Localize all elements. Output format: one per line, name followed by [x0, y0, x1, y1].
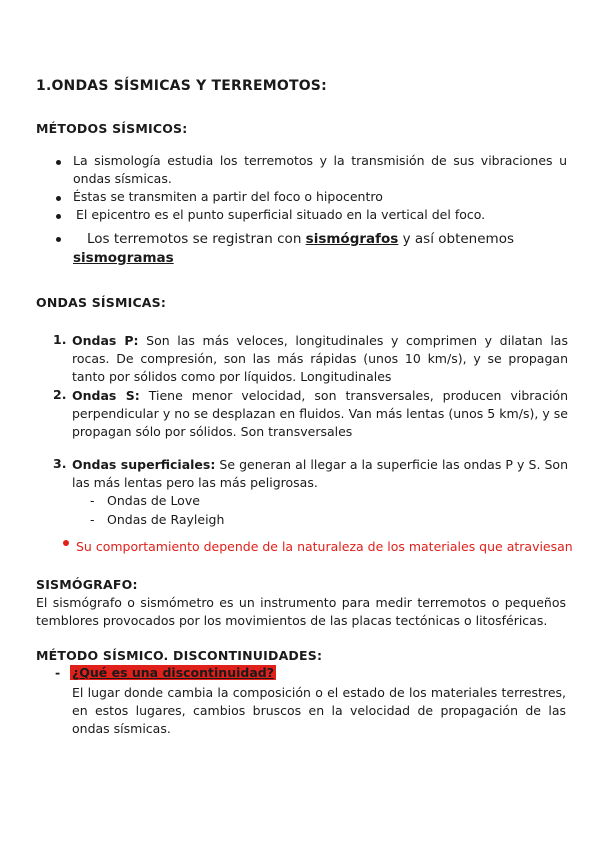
list-number: 1. [53, 332, 67, 347]
highlighted-question: ¿Qué es una discontinuidad? [72, 665, 274, 680]
section-heading-metodos: MÉTODOS SÍSMICOS: [36, 121, 188, 136]
item-text: Tiene menor velocidad, son transversales, producen vibración perpendicular y no se desplazan en fluidos. Van más lentas (unos 5 km/s), y se propagan sólo por sólidos. Son transversales [72, 388, 568, 439]
item-label: Ondas S: [72, 388, 140, 403]
list-item-text: y así obtenemos [398, 231, 514, 247]
dash-marker: - [90, 493, 95, 508]
list-item: La sismología estudia los terremotos y la transmisión de sus vibraciones u ondas sísmicas. [73, 153, 567, 186]
item-text: Se generan al llegar a la superficie las ondas P y S. Son las más lentas pero las más peligrosas. [72, 457, 569, 490]
section-heading-sismografo: SISMÓGRAFO: [36, 577, 138, 592]
subitem-love: Ondas de Love [107, 493, 200, 508]
sismografo-paragraph: El sismógrafo o sismómetro es un instrumento para medir terremotos o pequeños temblores provocados por los movimientos de las placas tectónicas o litosféricas. [36, 595, 566, 628]
list-item-text: Los terremotos se registran con [87, 231, 306, 247]
numbered-item-ondas-s [72, 387, 568, 441]
dash-marker: - [90, 512, 95, 527]
list-item-sismografos [73, 229, 567, 249]
list-item: Éstas se transmiten a partir del foco o hipocentro [73, 189, 383, 204]
bullet-icon [56, 160, 61, 165]
list-number: 2. [53, 387, 67, 402]
answer-paragraph: El lugar donde cambia la composición o el estado de los materiales terrestres, en estos lugares, cambios bruscos en la velocidad de propagación de las ondas sísmicas. [72, 685, 566, 736]
numbered-item-superficiales [72, 456, 568, 492]
bullet-icon [56, 196, 61, 201]
bullet-icon [56, 237, 61, 242]
item-label: Ondas superficiales: [72, 457, 216, 472]
page-title: 1.ONDAS SÍSMICAS Y TERREMOTOS: [36, 78, 327, 94]
bullet-icon [56, 214, 61, 219]
subitem-rayleigh: Ondas de Rayleigh [107, 512, 225, 527]
note-comportamiento: Su comportamiento depende de la naturaleza de los materiales que atraviesan [76, 539, 573, 554]
item-label: Ondas P: [72, 333, 139, 348]
sismografos-term: sismógrafos [305, 231, 399, 247]
sismogramas-term: sismogramas [73, 250, 174, 266]
numbered-item-ondas-p [72, 332, 568, 386]
red-bullet-icon [63, 540, 69, 546]
section-heading-ondas: ONDAS SÍSMICAS: [36, 295, 167, 310]
list-item: El epicentro es el punto superficial situado en la vertical del foco. [76, 207, 486, 222]
list-number: 3. [53, 456, 67, 471]
question-discontinuidad [70, 664, 276, 682]
item-text: Son las más veloces, longitudinales y comprimen y dilatan las rocas. De compresión, son las más rápidas (unos 10 km/s), y se propagan tanto por sólidos como por líquidos. Longitudinales [72, 333, 568, 384]
section-heading-metodo: MÉTODO SÍSMICO. DISCONTINUIDADES: [36, 648, 323, 663]
dash-marker: - [55, 665, 61, 680]
